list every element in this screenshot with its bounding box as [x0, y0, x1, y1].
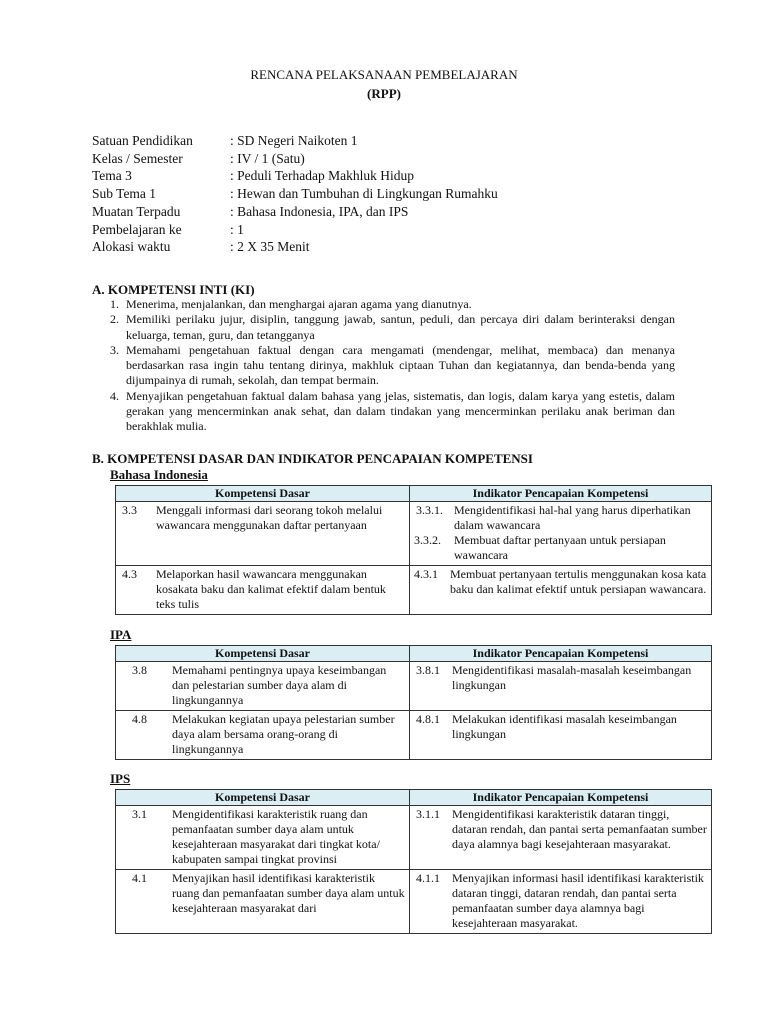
table-row	[116, 806, 712, 870]
kd-cell	[116, 870, 410, 934]
list-text: Memiliki perilaku jujur, disiplin, tanggung jawab, santun, peduli, dan percaya diri dalam berinteraksi dengan keluarga, teman, guru, dan tetangganya	[126, 312, 675, 342]
subject-label-bahasa: Bahasa Indonesia	[110, 467, 208, 482]
ipk-text: Mengidentifikasi karakteristik dataran tinggi, dataran rendah, dan pantai serta pemanfaatan sumber daya alamnya bagi kesejahteraan masyarakat.	[452, 807, 707, 851]
ipk-cell	[410, 711, 712, 760]
list-item	[110, 312, 675, 343]
identity-value: : 2 X 35 Menit	[230, 239, 310, 255]
ipk-code: 4.8.1	[416, 712, 440, 726]
column-header-ipk: Indikator Pencapaian Kompetensi	[410, 646, 712, 662]
kd-code: 4.8	[132, 712, 147, 726]
subject-label-ips: IPS	[110, 771, 131, 786]
document-subtitle: (RPP)	[367, 86, 401, 101]
table-header-row	[116, 646, 712, 662]
kd-table-ips	[115, 789, 712, 934]
kd-text: Mengidentifikasi karakteristik ruang dan pemanfaatan sumber daya alam untuk kesejahteraan masyarakat dari tingkat kota/ kabupaten sampai tingkat provinsi	[172, 807, 380, 866]
identity-value: : Bahasa Indonesia, IPA, dan IPS	[230, 203, 409, 219]
identity-value: : Peduli Terhadap Makhluk Hidup	[230, 168, 415, 184]
ipk-code: 3.8.1	[416, 663, 440, 677]
identity-label: Alokasi waktu	[92, 239, 171, 255]
kd-cell	[116, 662, 410, 711]
list-number: 4.	[110, 388, 119, 403]
ipk-cell	[410, 870, 712, 934]
table-header-row	[116, 790, 712, 806]
ipk-text: Membuat daftar pertanyaan untuk persiapan wawancara	[454, 533, 666, 562]
ipk-text: Membuat pertanyaan tertulis menggunakan kosa kata baku dan kalimat efektif untuk persiapan wawancara.	[450, 567, 707, 596]
ipk-text: Mengidentifikasi hal-hal yang harus diperhatikan dalam wawancara	[454, 503, 691, 532]
identity-row	[92, 132, 498, 150]
kd-table-bahasa	[115, 485, 712, 615]
table-row	[116, 502, 712, 566]
identity-row	[92, 185, 498, 203]
identity-value: : SD Negeri Naikoten 1	[230, 133, 358, 148]
ki-list	[110, 297, 675, 435]
column-header-kd: Kompetensi Dasar	[116, 646, 410, 662]
identity-row	[92, 238, 498, 256]
identity-label: Sub Tema 1	[92, 186, 157, 202]
identity-label: Kelas / Semester	[92, 150, 183, 166]
identity-value: : Hewan dan Tumbuhan di Lingkungan Rumahku	[230, 186, 498, 202]
list-number: 2.	[110, 312, 119, 327]
identity-value: : IV / 1 (Satu)	[230, 150, 305, 166]
list-number: 3.	[110, 342, 119, 357]
list-text: Menerima, menjalankan, dan menghargai ajaran agama yang dianutnya.	[126, 297, 472, 311]
identity-label: Muatan Terpadu	[92, 203, 181, 219]
kd-table-ipa	[115, 645, 712, 760]
kd-text: Menyajikan hasil identifikasi karakteristik ruang dan pemanfaatan sumber daya alam untuk kesejahteraan masyarakat dari	[172, 871, 405, 915]
ipk-text: Menyajikan informasi hasil identifikasi karakteristik dataran tinggi, dataran rendah, dan pantai serta pemanfaatan sumber daya alamnya bagi kesejahteraan masyarakat.	[452, 871, 704, 930]
list-number: 1.	[110, 297, 119, 311]
identity-value: : 1	[230, 221, 244, 237]
kd-cell	[116, 711, 410, 760]
identity-row	[92, 203, 498, 221]
list-text: Menyajikan pengetahuan faktual dalam bahasa yang jelas, sistematis, dan logis, dalam karya yang estetis, dalam gerakan yang mencerminkan anak sehat, dan dalam tindakan yang mencerminkan perilaku anak beriman dan berakhlak mulia.	[126, 388, 675, 434]
kd-cell	[116, 806, 410, 870]
identity-label: Tema 3	[92, 168, 132, 184]
identity-label: Satuan Pendidikan	[92, 133, 193, 148]
ipk-code: 3.1.1	[416, 807, 440, 821]
kd-text: Menggali informasi dari seorang tokoh melalui wawancara menggunakan daftar pertanyaan	[156, 503, 383, 532]
table-header-row	[116, 486, 712, 502]
section-b-heading: B. KOMPETENSI DASAR DAN INDIKATOR PENCAPAIAN KOMPETENSI	[92, 451, 533, 466]
column-header-kd: Kompetensi Dasar	[116, 790, 410, 806]
kd-cell	[116, 502, 410, 566]
kd-code: 3.3	[122, 503, 137, 517]
identity-row	[92, 221, 498, 239]
table-row	[116, 662, 712, 711]
ipk-text: Melakukan identifikasi masalah keseimbangan lingkungan	[452, 712, 677, 741]
kd-cell	[116, 566, 410, 615]
kd-code: 3.1	[132, 807, 147, 821]
table-row	[116, 870, 712, 934]
list-item	[110, 297, 675, 312]
kd-text: Melaporkan hasil wawancara menggunakan kosakata baku dan kalimat efektif dalam bentuk teks tulis	[156, 567, 386, 611]
kd-text: Melakukan kegiatan upaya pelestarian sumber daya alam bersama orang-orang di lingkungannya	[172, 712, 395, 756]
section-a-heading: A. KOMPETENSI INTI (KI)	[92, 282, 255, 297]
column-header-ipk: Indikator Pencapaian Kompetensi	[410, 790, 712, 806]
kd-text: Memahami pentingnya upaya keseimbangan dan pelestarian sumber daya alam di lingkungannya	[172, 663, 387, 707]
ipk-cell	[410, 566, 712, 615]
identity-row	[92, 167, 498, 185]
table-row	[116, 566, 712, 615]
ipk-code: 3.3.1.	[416, 503, 443, 517]
column-header-kd: Kompetensi Dasar	[116, 486, 410, 502]
ipk-cell	[410, 502, 712, 566]
identity-row	[92, 150, 498, 168]
ipk-cell	[410, 662, 712, 711]
subject-label-ipa: IPA	[110, 627, 132, 642]
list-item	[110, 389, 675, 435]
list-item	[110, 343, 675, 389]
ipk-code: 4.3.1	[414, 567, 438, 581]
kd-code: 3.8	[132, 663, 147, 677]
list-text: Memahami pengetahuan faktual dengan cara mengamati (mendengar, melihat, membaca) dan menanya berdasarkan rasa ingin tahu tentang dirinya, makhluk ciptaan Tuhan dan kegiatannya, dan benda-benda yang dijumpainya di rumah, sekolah, dan tempat bermain.	[126, 342, 675, 388]
kd-code: 4.3	[122, 567, 137, 581]
ipk-code: 4.1.1	[416, 871, 440, 885]
ipk-code: 3.3.2.	[414, 533, 441, 547]
column-header-ipk: Indikator Pencapaian Kompetensi	[410, 486, 712, 502]
document-title: RENCANA PELAKSANAAN PEMBELAJARAN	[250, 67, 518, 82]
kd-code: 4.1	[132, 871, 147, 885]
ipk-text: Mengidentifikasi masalah-masalah keseimbangan lingkungan	[452, 663, 692, 692]
identity-block	[92, 132, 498, 256]
table-row	[116, 711, 712, 760]
identity-label: Pembelajaran ke	[92, 221, 182, 237]
ipk-cell	[410, 806, 712, 870]
